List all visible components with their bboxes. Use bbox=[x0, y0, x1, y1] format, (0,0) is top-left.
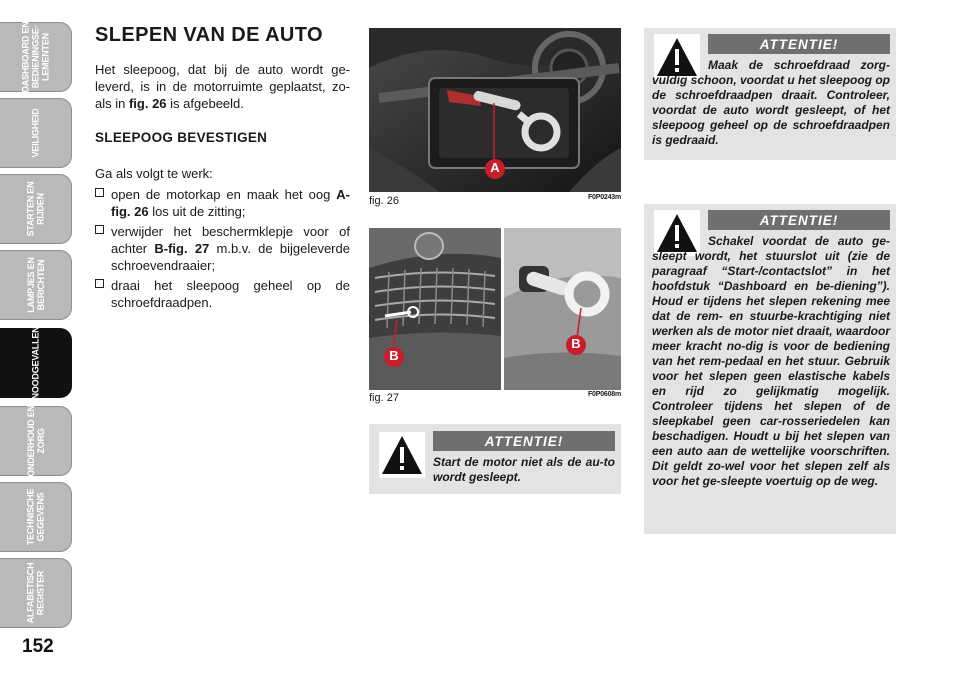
marker-label: A bbox=[490, 160, 500, 175]
figure-27 bbox=[369, 228, 621, 408]
warning-text: Start de motor niet als de au-to wordt gesleept. bbox=[433, 455, 615, 484]
tab-label: ONDERHOUD EN ZORG bbox=[25, 405, 46, 477]
step-text: draai het sleepoog geheel op de schroefdraadpen. bbox=[111, 278, 350, 310]
warning-box-towing bbox=[644, 204, 896, 534]
lead-text: Ga als volgt te werk: bbox=[95, 166, 213, 181]
list-item bbox=[95, 277, 350, 311]
warning-box-engine bbox=[369, 424, 621, 494]
chapter-tabs bbox=[0, 22, 74, 634]
figure-code: F0P0243m bbox=[587, 194, 621, 201]
tab-veiligheid[interactable] bbox=[0, 98, 72, 168]
figure-reference: fig. 26 bbox=[128, 96, 167, 111]
intro-paragraph bbox=[95, 61, 350, 112]
figure-caption: fig. 26 bbox=[369, 195, 399, 207]
warning-text: Maak de schroefdraad zorg-vuldig schoon, voordat u het sleepoog op de schroefdraadpen draait. Controleer, voordat de auto wordt gesleept, of het sleepoog geheel op de schroefdraadpen is gedraaid. bbox=[652, 58, 891, 147]
tab-label: ALFABETISCH REGISTER bbox=[25, 562, 46, 624]
figure-reference: A-fig. 26 bbox=[111, 187, 350, 219]
checkbox-bullet-icon bbox=[95, 279, 104, 288]
tab-alfabetisch-register[interactable] bbox=[0, 558, 72, 628]
tab-lampjes[interactable] bbox=[0, 250, 72, 320]
marker-label: B bbox=[389, 348, 399, 363]
figure-code: F0P0608m bbox=[587, 391, 621, 398]
warning-box-thread bbox=[644, 28, 896, 160]
step-text: open de motorkap en maak het oog bbox=[111, 187, 337, 202]
tab-label: STARTEN EN RIJDEN bbox=[25, 181, 46, 237]
tab-onderhoud[interactable] bbox=[0, 406, 72, 476]
marker-label: B bbox=[571, 336, 581, 351]
list-item bbox=[95, 223, 350, 274]
list-item bbox=[95, 186, 350, 220]
checkbox-bullet-icon bbox=[95, 225, 104, 234]
tab-technische-gegevens[interactable] bbox=[0, 482, 72, 552]
step-text-end: los uit de zitting; bbox=[148, 204, 246, 219]
bumper-illustration bbox=[369, 228, 621, 390]
checkbox-bullet-icon bbox=[95, 188, 104, 197]
tab-starten[interactable] bbox=[0, 174, 72, 244]
warning-text: Schakel voordat de auto ge-sleept wordt, het stuurslot uit (zie de paragraaf “Start-/contactslot” in het hoofdstuk “Dashboard en be-diening”). Houd er tijdens het slepen rekening mee dat de rem- en stuurbe-krachtiging niet werken als de motor niet draait, waardoor meer kracht no-dig is voor de bediening van het rem-pedaal en het stuur. Gebruik voor het slepen geen elastische kabels en rijd zo gelijkmatig mogelijk. Controleer tijdens het slepen of de sleepkabel geen car-rosseriedelen kan beschadigen. Houdt u bij het slepen van een auto aan de wettelijke voorschriften. Dit geldt zo-wel voor het slepen zelf als voor het ge-sleepte voertuig op de weg. bbox=[652, 234, 890, 488]
warning-triangle-icon bbox=[379, 432, 425, 478]
figure-26 bbox=[369, 28, 621, 210]
section-heading: SLEEPOOG BEVESTIGEN bbox=[95, 130, 268, 145]
warning-header: ATTENTIE! bbox=[433, 431, 615, 451]
tab-label: LAMPJES EN BERICHTEN bbox=[25, 257, 46, 313]
engine-bay-photo bbox=[369, 28, 621, 192]
step-text-end: m.b.v. de bijgeleverde schroevendraaier; bbox=[111, 241, 350, 273]
tab-dashboard[interactable] bbox=[0, 22, 72, 92]
step-text: verwijder het beschermklepje voor of achter bbox=[111, 224, 350, 256]
steps-list bbox=[95, 186, 350, 311]
tab-label: TECHNISCHE GEGEVENS bbox=[25, 488, 46, 546]
intro-text-end: is afgebeeld. bbox=[166, 96, 244, 111]
warning-header: ATTENTIE! bbox=[708, 210, 890, 230]
tab-noodgevallen[interactable] bbox=[0, 328, 72, 398]
intro-text: Het sleepoog, dat bij de auto wordt ge-leverd, is in de motorruimte geplaatst, zo-als in bbox=[95, 62, 350, 111]
warning-header: ATTENTIE! bbox=[708, 34, 890, 54]
tab-label: NOODGEVALLEN bbox=[30, 326, 41, 400]
bumper-photo bbox=[369, 228, 621, 390]
main-text-column bbox=[95, 24, 350, 314]
tab-label: VEILIGHEID bbox=[30, 108, 41, 158]
page-title: SLEPEN VAN DE AUTO bbox=[95, 24, 323, 46]
tab-label: DASHBOARD EN BEDIENINGSE- LEMENTEN bbox=[20, 21, 51, 93]
figure-reference: B-fig. 27 bbox=[154, 241, 210, 256]
figure-caption: fig. 27 bbox=[369, 392, 399, 404]
page-number: 152 bbox=[22, 636, 54, 657]
